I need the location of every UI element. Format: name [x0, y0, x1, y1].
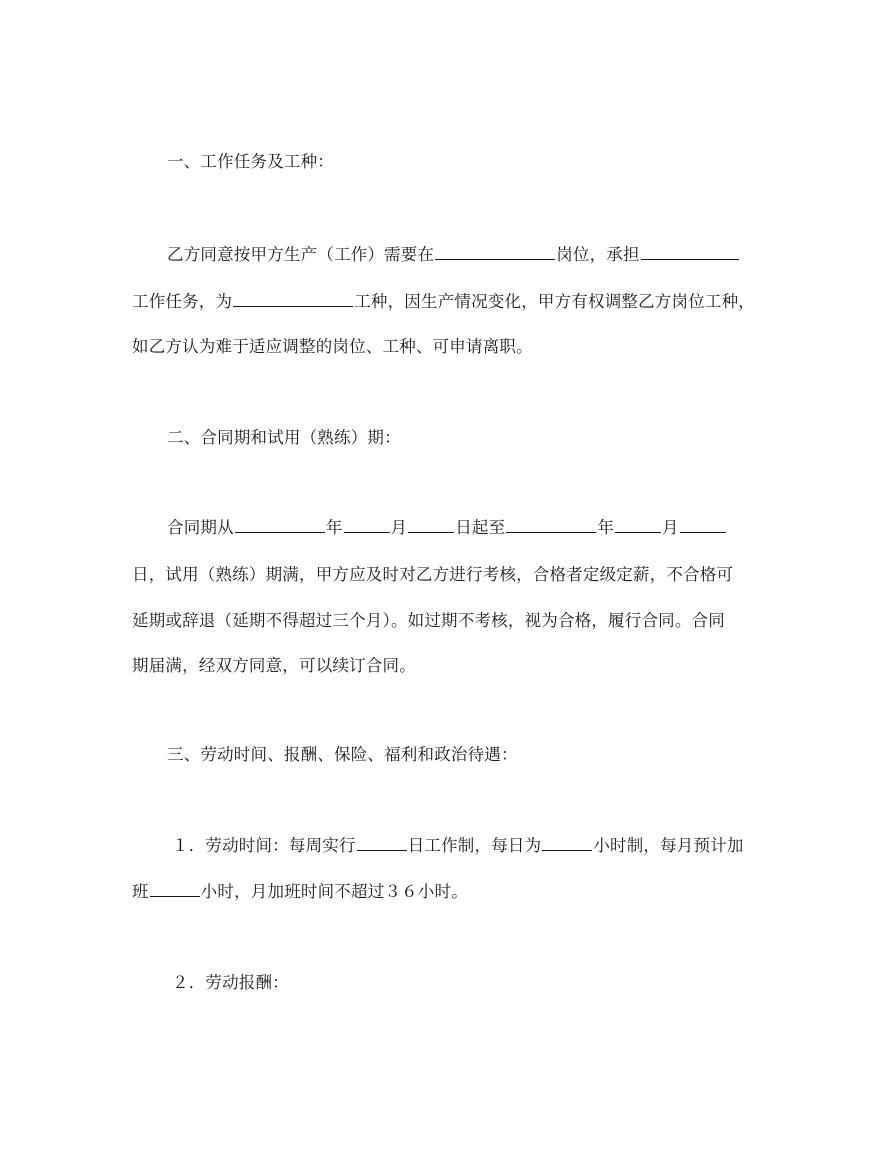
- blank-end-day: [680, 517, 726, 533]
- section-3-item-2: [172, 973, 812, 993]
- blank-daily-hours: [542, 835, 592, 851]
- text-span: 合同期从: [167, 518, 234, 537]
- section-2-line-4: [132, 656, 772, 676]
- blank-task: [641, 244, 739, 260]
- section-1-line-3: [132, 337, 772, 357]
- blank-job-type: [233, 291, 353, 307]
- section-2-line-3: [132, 611, 772, 631]
- text-span: 乙方同意按甲方生产（工作）需要在: [167, 245, 435, 264]
- section-1-line-2: [132, 291, 772, 312]
- blank-post: [435, 244, 555, 260]
- section-1-heading-text: 一、工作任务及工种：: [167, 152, 334, 171]
- section-3-heading-text: 三、劳动时间、报酬、保险、福利和政治待遇：: [167, 745, 518, 764]
- text-span: 年: [597, 518, 615, 537]
- section-2-heading: [167, 428, 807, 448]
- text-span: 岗位，承担: [556, 245, 640, 264]
- section-1-line-1: [167, 244, 807, 265]
- blank-work-days: [357, 835, 407, 851]
- text-span: 年: [325, 518, 343, 537]
- text-span: 月: [390, 518, 408, 537]
- text-span: 工种，因生产情况变化，甲方有权调整乙方岗位工种，: [354, 292, 756, 311]
- text-span: 延期或辞退（延期不得超过三个月）。如过期不考核，视为合格，履行合同。合同: [132, 611, 725, 630]
- text-span: １．劳动时间：每周实行: [172, 836, 356, 855]
- blank-start-year: [235, 517, 325, 533]
- text-span: 小时制，每月预计加: [593, 836, 744, 855]
- text-span: 月: [662, 518, 679, 537]
- section-3-item-1-line-1: [172, 835, 812, 856]
- text-span: 日，试用（熟练）期满，甲方应及时对乙方进行考核，合格者定级定薪，不合格可: [132, 565, 734, 584]
- text-span: ２．劳动报酬：: [172, 973, 289, 992]
- section-3-heading: [167, 745, 807, 765]
- text-span: 日起至: [455, 518, 506, 537]
- blank-start-month: [344, 517, 390, 533]
- text-span: 工作任务，为: [132, 292, 233, 311]
- section-2-line-2: [132, 565, 772, 585]
- section-3-item-1-line-2: [132, 881, 772, 902]
- section-1-heading: [167, 152, 807, 172]
- text-span: 班: [132, 882, 149, 901]
- blank-end-year: [506, 517, 596, 533]
- text-span: 小时，月加班时间不超过３６小时。: [200, 882, 468, 901]
- text-span: 期届满，经双方同意，可以续订合同。: [132, 656, 416, 675]
- section-2-heading-text: 二、合同期和试用（熟练）期：: [167, 428, 401, 447]
- text-span: 如乙方认为难于适应调整的岗位、工种、可申请离职。: [132, 337, 533, 356]
- blank-end-month: [615, 517, 661, 533]
- blank-start-day: [408, 517, 454, 533]
- text-span: 日工作制，每日为: [407, 836, 542, 855]
- section-2-line-1: [167, 517, 807, 538]
- blank-overtime-hours: [150, 881, 200, 897]
